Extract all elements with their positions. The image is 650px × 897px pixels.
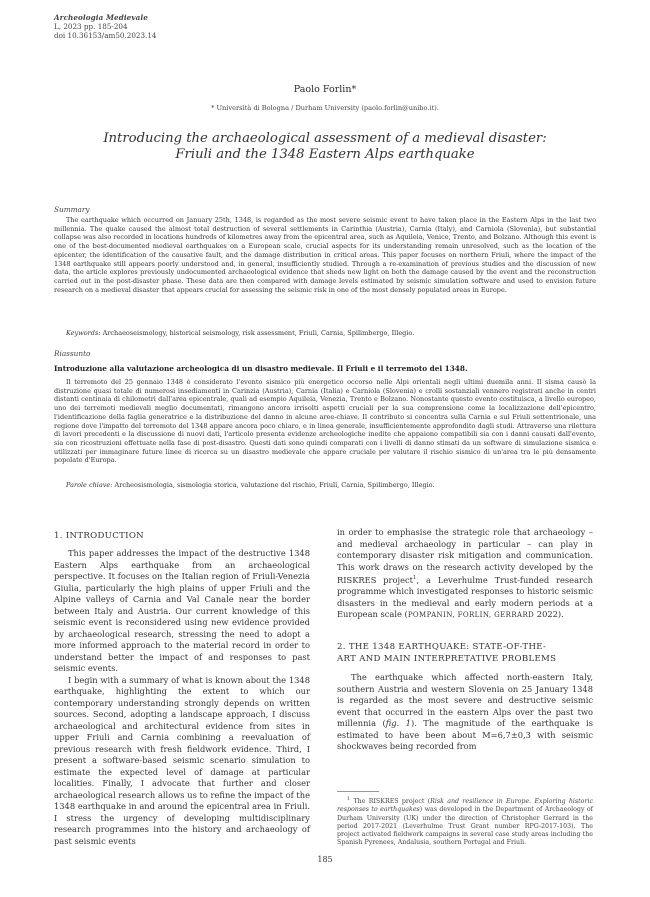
summary-heading: Summary bbox=[54, 205, 90, 214]
figure-ref[interactable]: fig. 1 bbox=[385, 718, 411, 729]
intro-paragraph-3-tail: , a Leverhulme Trust-funded research programme which investigated responses to historic seismic disasters in the medieval and early modern periods at a European scale ( bbox=[337, 574, 593, 620]
journal-name: Archeologia Medievale bbox=[54, 13, 148, 22]
section-2-paragraph-1 bbox=[337, 672, 593, 753]
keywords-list: Archaeoseismology, historical seismology, risk assessment, Friuli, Carnia, Spilimbergo, Illegio. bbox=[102, 329, 415, 337]
section-2-paragraph-1-start: The earthquake which affected north-eastern Italy, southern Austria and western Slovenia on 25 January 1348 is regarded as the most severe and destructive seismic event that occurred in the eastern Alps over the past two millennia ( bbox=[337, 672, 593, 729]
journal-header bbox=[54, 13, 156, 41]
riassunto-keywords bbox=[54, 481, 596, 490]
title-line-2: Friuli and the 1348 Eastern Alps earthquake bbox=[175, 147, 475, 162]
riassunto-text: Il terremoto del 25 gennaio 1348 è considerato l'evento sismico più energetico occorso nelle Alpi orientali negli ultimi duemila anni. Il sisma causò la distruzione quasi totale di numerosi insediamenti in Carinzia (Austria), Carnia (Italia) e Carniola (Slovenia) e crolli sostanziali vennero registrati anche in centri distanti centinaia di chilometri dall'area epicentrale, quali ad esempio Aquileia, Venezia, Trento e Bolzano. Nonostante questo evento costituisca, a livello europeo, uno dei terremoti medievali meglio documentati, rimangono ancora irrisolti aspetti cruciali per la sua comprensione come la localizzazione dell'epicentro, l'identificazione della faglia generatrice e la distribuzione del danno in alcune aree-chiave. Il contributo si concentra sulla Carnia e sul Friuli settentrionale, una regione dove l'impatto del terremoto del 1348 appare ancora poco chiaro, e in linea generale, insufficientemente approfondito dagli studi. Attraverso una rilettura di lavori precedenti e la discussione di nuovi dati, l'articolo presenta evidenze archeologiche inedite che appaiono compatibili sia con i danni causati dall'evento, sia con ricostruzioni effettuate nella fase di post-disastro. Questi dati sono quindi comparati con i livelli di danno stimati da un software di simulazione sismica e utilizzati per immaginare future linee di ricerca su un disastro medievale che appare cruciale per valutare il rischio sismico di un'area tra le più densamente popolate d'Europa. bbox=[54, 378, 596, 465]
section-2-paragraph-1-end: ). The magnitude of the earthquake is estimated to have been about M=6,7±0,3 with seismic shockwaves being recorded from bbox=[337, 718, 594, 752]
section-2-heading-line-1: 2. THE 1348 EARTHQUAKE: STATE-OF-THE- bbox=[337, 642, 547, 652]
citation-authors[interactable]: POMPANIN, FORLIN, GERRARD bbox=[407, 611, 535, 620]
section-2-heading-line-2: ART AND MAIN INTERPRETATIVE PROBLEMS bbox=[337, 653, 557, 664]
intro-paragraph-3-text: in order to emphasise the strategic role that archaeology – and medieval archaeology in particular – can play in contemporary disaster risk mitigation and communication. This work draws on the research activity developed by the RISKRES project bbox=[337, 527, 593, 585]
citation-year: 2022). bbox=[534, 609, 564, 620]
right-column-top bbox=[337, 527, 593, 622]
riassunto-title: Introduzione alla valutazione archeologica di un disastro medievale. Il Friuli e il terremoto del 1348. bbox=[54, 364, 468, 373]
footnote-text-end: ) was developed in the Department of Archaeology of Durham University (UK) under the direction of Christopher Gerrard in the period 2017-2021 (Leverhulme Trust Grant number RPG-2017-103). The project activated fieldwork campaigns in several case study areas including the Spanish Pyrenees, Andalusia, southern Portugal and Friuli. bbox=[337, 806, 593, 847]
footnote bbox=[337, 795, 593, 847]
journal-doi: doi 10.36153/am50.2023.14 bbox=[54, 31, 157, 41]
section-1-heading: 1. INTRODUCTION bbox=[54, 531, 144, 541]
keywords-label: Keywords: bbox=[66, 329, 101, 337]
parole-chiave-label: Parole chiave: bbox=[66, 481, 113, 489]
author-name: Paolo Forlin* bbox=[293, 84, 357, 95]
footnote-ref[interactable]: 1 bbox=[412, 575, 417, 582]
intro-paragraph-2: I begin with a summary of what is known about the 1348 earthquake, highlighting the extent to which our contemporary understanding strongly depends on written sources. Second, adopting a landscape approach, I discuss archaeological and architectural evidence from sites in upper Friuli and Carnia combining a reevaluation of previous research with fresh fieldwork evidence. Third, I present a software-based seismic scenario simulation to estimate the expected level of damage at particular localities. Finally, I advocate that further and closer archaeological research allows us to refine the impact of the 1348 earthquake in and around the epicentral area in Friuli. I stress the urgency of developing multidisciplinary research programmes into the history and archaeology of past seismic events bbox=[54, 674, 310, 846]
intro-paragraph-3 bbox=[337, 527, 593, 622]
journal-volume: L, 2023 pp. 185-204 bbox=[54, 22, 128, 32]
page-number: 185 bbox=[317, 855, 333, 864]
summary-text: The earthquake which occurred on January 25th, 1348, is regarded as the most severe seismic event to have taken place in the Eastern Alps in the last two millennia. The quake caused the almost total destruction of several settlements in Carinthia (Austria), Carnia (Italy), and Carniola (Slovenia), but substantial collapse was also recorded in locations hundreds of kilometres away from the epicentral area, such as Aquileia, Venice, Trento, and Bolzano. Although this event is one of the best-documented medieval earthquakes on a European scale, crucial aspects for its understanding remain unresolved, such as the location of the epicenter, the identification of the causative fault, and the damage distribution in critical areas. This paper focuses on northern Friuli, where the impact of the 1348 earthquake still appears poorly understood and, in general, insufficiently studied. Through a re-examination of previous studies and the discussion of new data, the article explores previously undocumented archaeological evidence that sheds new light on both the damage caused by the event and the reconstruction carried out in the post-disaster phase. These data are then compared with damage levels estimated by seismic simulation software and used to envision future research on a medieval disaster that appears crucial for assessing the seismic risk in one of the most densely populated areas in Europe. bbox=[54, 216, 596, 294]
left-column bbox=[54, 548, 310, 847]
paper-title bbox=[60, 131, 590, 163]
summary-keywords bbox=[54, 329, 596, 338]
intro-paragraph-1: This paper addresses the impact of the destructive 1348 Eastern Alps earthquake from an archaeological perspective. It focuses on the Italian region of Friuli-Venezia Giulia, particularly the high plains of upper Friuli and the Alpine valleys of Carnia and Val Canale near the border between Italy and Austria. Our current knowledge of this seismic event is reconsidered using new evidence provided by archaeological research, stressing the need to adopt a more informed approach to the material record in order to understand better the impact of and responses to past seismic events. bbox=[54, 548, 310, 674]
footnote-project-title: Risk and resilience in Europe. Exploring historic responses to earthquakes bbox=[337, 798, 593, 814]
parole-chiave-list: Archeosismologia, sismologia storica, valutazione del rischio, Friuli, Carnia, Spilimbergo, Illegio. bbox=[114, 481, 435, 489]
author-affiliation: * Università di Bologna / Durham University (paolo.forlin@unibo.it). bbox=[211, 104, 439, 112]
footnote-rule bbox=[337, 791, 379, 792]
section-2-heading bbox=[337, 642, 556, 665]
riassunto-heading: Riassunto bbox=[54, 349, 91, 358]
title-line-1: Introducing the archaeological assessment of a medieval disaster: bbox=[103, 131, 547, 146]
footnote-text-start: The RISKRES project ( bbox=[350, 798, 431, 806]
right-column-section-2 bbox=[337, 672, 593, 753]
footnote-number: 1 bbox=[347, 796, 351, 802]
